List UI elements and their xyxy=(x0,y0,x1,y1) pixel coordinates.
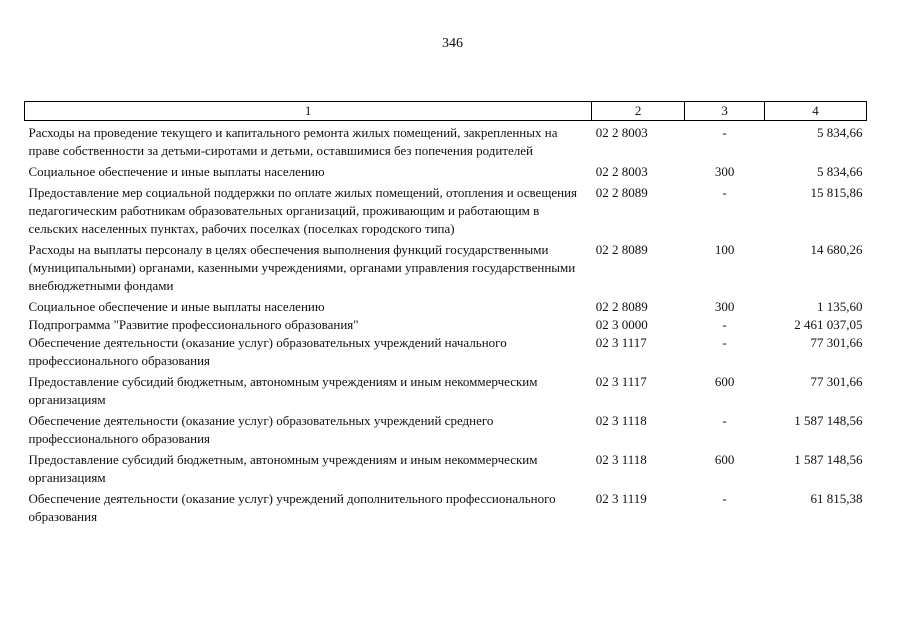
row-code: 02 3 0000 xyxy=(595,317,648,332)
table-row xyxy=(25,316,867,334)
page-number: 346 xyxy=(442,36,463,51)
row-code: 02 3 1117 xyxy=(595,374,647,389)
table-row xyxy=(25,370,867,409)
row-expense-type: 100 xyxy=(714,242,735,257)
row-expense-type: 600 xyxy=(714,374,735,389)
row-amount: 14 680,26 xyxy=(810,242,863,257)
table-row xyxy=(25,238,867,295)
row-expense-type: - xyxy=(722,335,727,350)
table-row xyxy=(25,448,867,487)
header-col-2: 2 xyxy=(592,102,685,121)
header-col-4: 4 xyxy=(765,102,867,121)
table-row xyxy=(25,160,867,181)
row-description: Предоставление мер социальной поддержки по оплате жилых помещений, отопления и освещения педагогическим работникам образовательных организаций, проживающим и работающим в сельских населенных пунктах, рабочих поселках (поселках городского типа) xyxy=(28,185,578,236)
row-code: 02 2 8089 xyxy=(595,242,648,257)
row-description: Обеспечение деятельности (оказание услуг) образовательных учреждений начального профессионального образования xyxy=(28,335,507,368)
row-amount: 1 587 148,56 xyxy=(794,413,863,428)
row-code: 02 3 1117 xyxy=(595,335,647,350)
row-amount: 15 815,86 xyxy=(810,185,863,200)
table-row xyxy=(25,181,867,238)
table-row xyxy=(25,487,867,526)
row-description: Социальное обеспечение и иные выплаты населению xyxy=(28,299,325,314)
table-row xyxy=(25,121,867,161)
table-body xyxy=(25,121,867,527)
row-amount: 2 461 037,05 xyxy=(794,317,863,332)
table-row xyxy=(25,295,867,316)
table-row xyxy=(25,409,867,448)
row-code: 02 2 8089 xyxy=(595,185,648,200)
row-code: 02 3 1119 xyxy=(595,491,647,506)
row-code: 02 2 8003 xyxy=(595,125,648,140)
row-code: 02 2 8089 xyxy=(595,299,648,314)
row-description: Социальное обеспечение и иные выплаты населению xyxy=(28,164,325,179)
row-code: 02 2 8003 xyxy=(595,164,648,179)
row-code: 02 3 1118 xyxy=(595,413,647,428)
row-expense-type: 300 xyxy=(714,164,735,179)
row-description: Подпрограмма "Развитие профессионального образования" xyxy=(28,317,359,332)
row-expense-type: - xyxy=(722,491,727,506)
row-amount: 77 301,66 xyxy=(810,374,863,389)
table-header-row xyxy=(25,102,867,121)
row-expense-type: - xyxy=(722,125,727,140)
row-description: Расходы на выплаты персоналу в целях обеспечения выполнения функций государственными (муниципальными) органами, казенными учреждениями, органами управления государственными внебюджетными фондами xyxy=(28,242,576,293)
row-amount: 77 301,66 xyxy=(810,335,863,350)
header-col-1: 1 xyxy=(25,102,592,121)
row-amount: 1 587 148,56 xyxy=(794,452,863,467)
row-amount: 1 135,60 xyxy=(817,299,863,314)
header-col-3: 3 xyxy=(685,102,765,121)
row-code: 02 3 1118 xyxy=(595,452,647,467)
row-description: Обеспечение деятельности (оказание услуг) образовательных учреждений среднего профессионального образования xyxy=(28,413,494,446)
row-expense-type: - xyxy=(722,185,727,200)
budget-table xyxy=(24,101,867,526)
row-description: Обеспечение деятельности (оказание услуг) учреждений дополнительного профессионального образования xyxy=(28,491,556,524)
row-amount: 5 834,66 xyxy=(817,125,863,140)
row-expense-type: 300 xyxy=(714,299,735,314)
row-amount: 61 815,38 xyxy=(810,491,863,506)
row-description: Предоставление субсидий бюджетным, автономным учреждениям и иным некоммерческим организациям xyxy=(28,374,538,407)
row-amount: 5 834,66 xyxy=(817,164,863,179)
row-expense-type: - xyxy=(722,413,727,428)
row-description: Расходы на проведение текущего и капитального ремонта жилых помещений, закрепленных на праве собственности за детьми-сиротами и детьми, оставшимися без попечения родителей xyxy=(28,125,558,158)
row-description: Предоставление субсидий бюджетным, автономным учреждениям и иным некоммерческим организациям xyxy=(28,452,538,485)
table-row xyxy=(25,334,867,370)
row-expense-type: - xyxy=(722,317,727,332)
row-expense-type: 600 xyxy=(714,452,735,467)
